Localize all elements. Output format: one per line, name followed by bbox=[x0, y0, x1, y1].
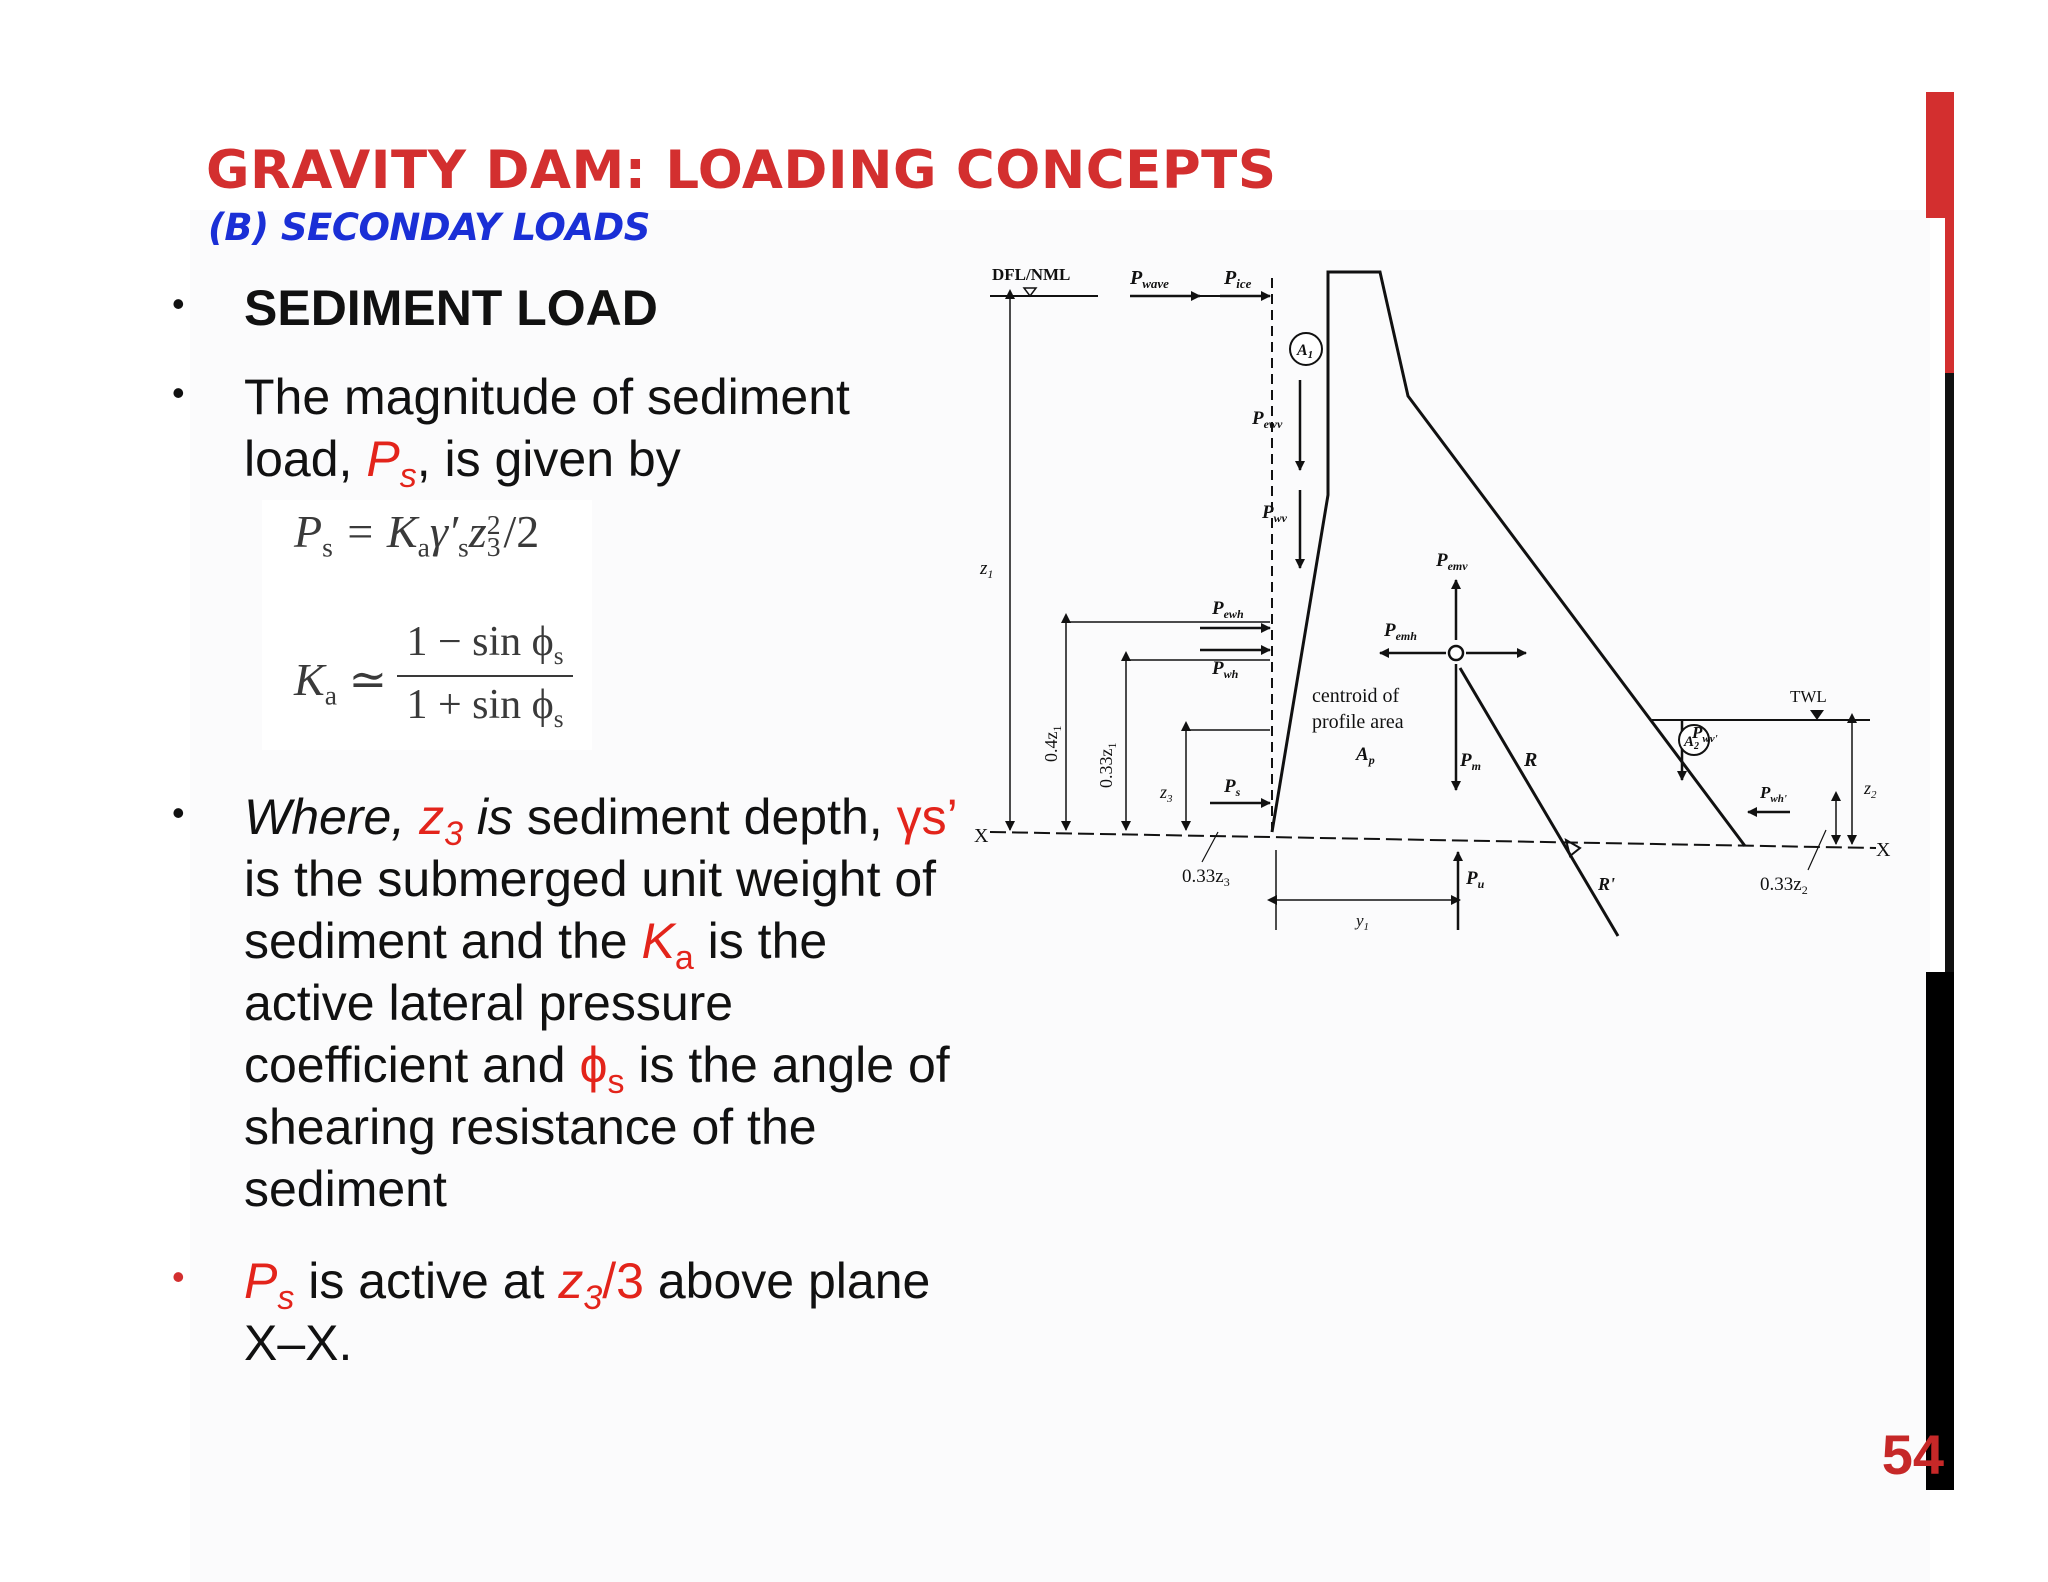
formula-ps bbox=[294, 505, 539, 564]
label-04z1: $0.4z_1$ bbox=[1041, 725, 1064, 762]
b3-text1: sediment depth, bbox=[512, 789, 897, 845]
b3-z3-sub: 3 bbox=[444, 814, 463, 853]
formula-ka-fraction bbox=[397, 618, 573, 734]
f-ps-tail: /2 bbox=[503, 506, 540, 557]
dam-loading-diagram bbox=[970, 250, 1900, 950]
f-ka-eq: ≃ bbox=[336, 654, 387, 705]
label-a2: $A_2$ bbox=[1684, 734, 1700, 752]
label-dfl: DFL/NML bbox=[992, 265, 1071, 284]
b4-z3: z bbox=[558, 1253, 584, 1309]
label-pwh2: $P_{wh'}$ bbox=[1760, 783, 1787, 805]
f-ka-num-sub: s bbox=[553, 642, 564, 670]
b4-text2: above plane X–X. bbox=[244, 1253, 931, 1371]
f-ps-lhs-sub: s bbox=[322, 531, 333, 563]
label-033z2: $0.33z_2$ bbox=[1760, 874, 1808, 897]
bullet-ps-active bbox=[244, 1250, 964, 1374]
label-x-left: X bbox=[974, 825, 989, 847]
bullet-magnitude bbox=[244, 366, 904, 495]
b3-is: is bbox=[462, 789, 513, 845]
accent-line-black bbox=[1945, 373, 1954, 973]
f-ka-num-text: 1 − sin ϕ bbox=[406, 619, 554, 665]
label-twl: TWL bbox=[1790, 687, 1827, 706]
f-ka-lhs: K bbox=[294, 654, 325, 705]
line-r bbox=[1460, 668, 1618, 936]
label-pu: $P_u$ bbox=[1466, 868, 1485, 891]
f-ps-z-exp: 2 bbox=[486, 509, 501, 541]
label-ps: $P_s$ bbox=[1224, 776, 1241, 799]
b3-text4: is the angle of shearing resistance of the sediment bbox=[244, 1037, 950, 1217]
f-ps-gamma-sub: s bbox=[458, 531, 469, 563]
label-ap: $A_p$ bbox=[1356, 744, 1375, 767]
label-pwave: $P_{wave}$ bbox=[1130, 267, 1169, 291]
b2-text1: The magnitude of sediment load, bbox=[244, 369, 850, 487]
label-pwv2: $P_{wv'}$ bbox=[1692, 723, 1718, 745]
label-z2: $z_2$ bbox=[1864, 778, 1877, 801]
twl-marker bbox=[1810, 710, 1824, 720]
f-ps-rhs-sub: a bbox=[417, 531, 430, 563]
slide-subtitle: (B) SECONDAY LOADS bbox=[208, 206, 650, 249]
label-x-right: X bbox=[1876, 839, 1891, 861]
b3-phi-sub: s bbox=[607, 1062, 625, 1101]
label-pm: $P_m$ bbox=[1460, 750, 1481, 773]
b3-text3: is the active lateral pressure coefficient and bbox=[244, 913, 828, 1093]
bullet-dot: • bbox=[172, 792, 185, 833]
bullet-dot: • bbox=[172, 372, 185, 413]
b4-ps: P bbox=[244, 1253, 278, 1309]
b3-ka: K bbox=[641, 913, 675, 969]
label-pemv: $P_{emv}$ bbox=[1436, 550, 1468, 573]
b3-ka-sub: a bbox=[674, 938, 694, 977]
b4-z3-sub: 3 bbox=[583, 1278, 603, 1317]
accent-bar-black bbox=[1926, 972, 1954, 1490]
label-pwv: $P_{wv}$ bbox=[1262, 502, 1287, 525]
label-y1: $y_1$ bbox=[1356, 911, 1370, 933]
label-pemh: $P_{emh}$ bbox=[1384, 620, 1417, 643]
f-ka-lhs-sub: a bbox=[324, 679, 337, 711]
f-ps-rhs: = K bbox=[332, 506, 418, 557]
accent-line-red bbox=[1945, 218, 1954, 373]
f-ps-gamma: γ′ bbox=[429, 506, 459, 557]
f-ka-den-text: 1 + sin ϕ bbox=[406, 681, 554, 728]
b3-z3: z bbox=[419, 789, 445, 845]
label-a1: A1 bbox=[1297, 342, 1314, 361]
b3-gamma: γs’ bbox=[896, 789, 956, 845]
f-ps-z-sub: 3 bbox=[486, 531, 501, 563]
b2-text2: , is given by bbox=[416, 431, 681, 487]
base-line bbox=[990, 832, 1876, 848]
label-z3: $z_3$ bbox=[1160, 782, 1173, 805]
f-ka-num bbox=[397, 618, 573, 677]
f-ka-den-sub: s bbox=[553, 705, 564, 733]
label-centroid-1: centroid of bbox=[1312, 685, 1400, 707]
label-pwh: $P_{wh}$ bbox=[1212, 658, 1239, 681]
f-ps-lhs: P bbox=[294, 506, 323, 557]
label-pewv: $P_{ewv}$ bbox=[1252, 408, 1283, 431]
accent-bar-red bbox=[1926, 92, 1954, 218]
label-pewh: $P_{ewh}$ bbox=[1212, 598, 1244, 621]
b4-text1: is active at bbox=[294, 1253, 559, 1309]
page-number: 54 bbox=[1881, 1423, 1944, 1486]
bullet-where bbox=[244, 786, 964, 1220]
slide-title: GRAVITY DAM: LOADING CONCEPTS bbox=[206, 140, 1277, 201]
label-033z1: $0.33z_1$ bbox=[1096, 742, 1119, 788]
centroid-point bbox=[1449, 646, 1463, 660]
bullet-sediment-load: SEDIMENT LOAD bbox=[244, 280, 658, 336]
b4-div: /3 bbox=[602, 1253, 644, 1309]
label-033z3: $0.33z_3$ bbox=[1182, 866, 1230, 889]
f-ka-den bbox=[397, 677, 573, 734]
label-r: R bbox=[1524, 749, 1538, 771]
bullet-dot-red: • bbox=[172, 1256, 185, 1297]
bullet-dot: • bbox=[172, 283, 185, 324]
label-centroid-2: profile area bbox=[1312, 711, 1404, 733]
dam-profile bbox=[1272, 272, 1745, 846]
label-pice: $P_{ice}$ bbox=[1224, 267, 1252, 291]
f-ps-z: z bbox=[468, 506, 487, 557]
b2-ps: P bbox=[366, 431, 400, 487]
b2-ps-sub: s bbox=[399, 456, 417, 495]
label-r-prime: R' bbox=[1598, 874, 1616, 894]
b3-phi: ϕ bbox=[579, 1037, 608, 1093]
label-z1: $z_1$ bbox=[980, 558, 994, 581]
b4-ps-sub: s bbox=[277, 1278, 295, 1317]
leader-033z2 bbox=[1808, 830, 1826, 870]
dfl-marker bbox=[1024, 288, 1036, 296]
b3-where: Where, bbox=[244, 789, 420, 845]
formula-ka-lhs bbox=[294, 652, 387, 712]
b3-text2: is the submerged unit weight of sediment and the bbox=[244, 851, 937, 969]
